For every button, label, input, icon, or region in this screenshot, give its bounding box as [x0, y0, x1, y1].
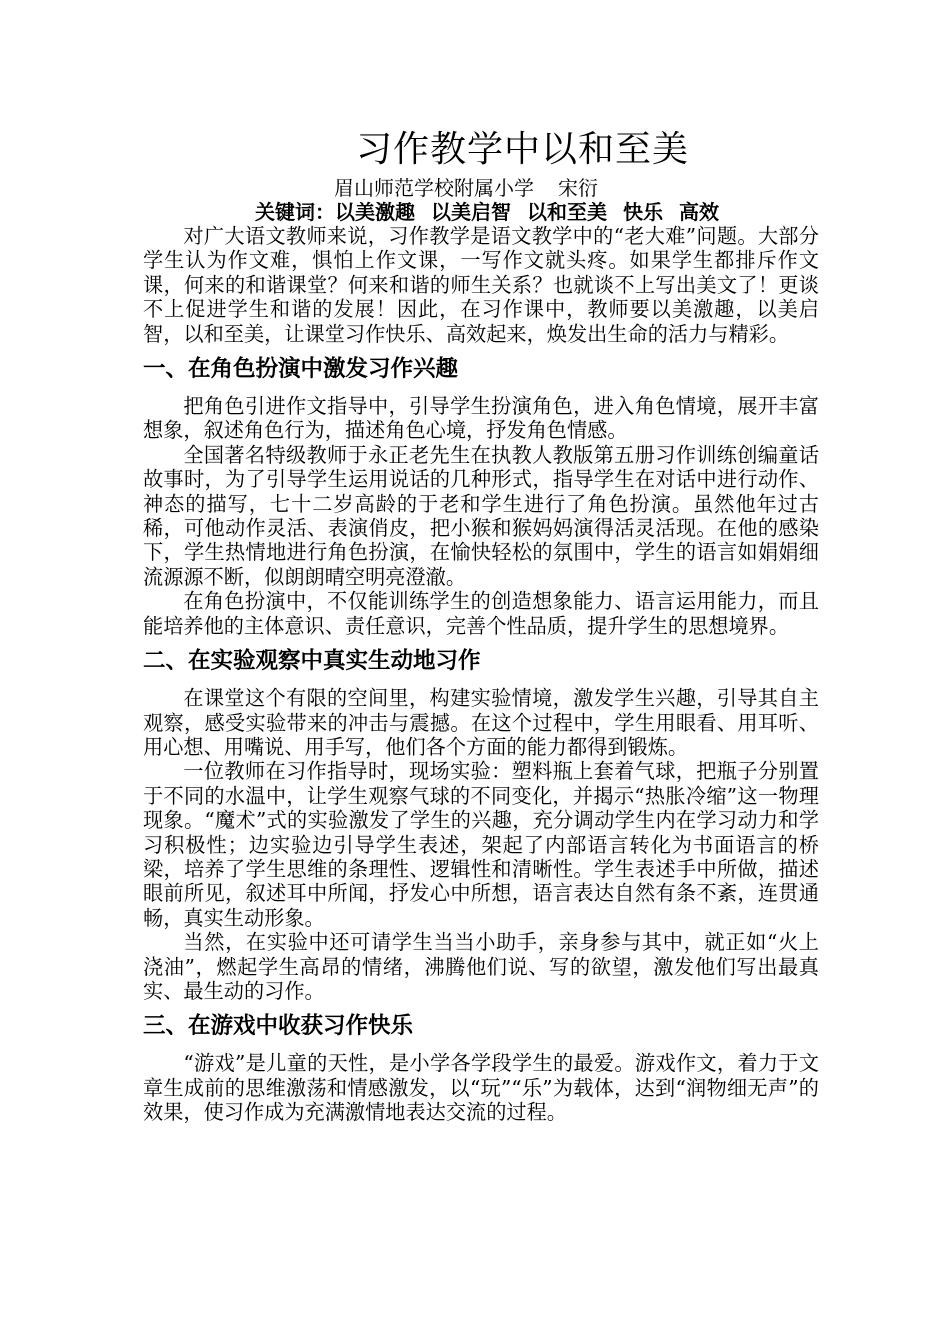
paragraph: “游戏”是儿童的天性，是小学各学段学生的最爱。游戏作文，着力于文章生成前的思维激荡和情感激发，以“玩”“乐”为载体，达到“润物细无声”的效果，使习作成为充满激情地表达交流的过程。	[143, 1051, 819, 1125]
keyword: 快乐	[623, 200, 663, 224]
intro-paragraph: 对广大语文教师来说，习作教学是语文教学中的“老大难”问题。大部分学生认为作文难，惧怕上作文课，一写作文就头疼。如果学生都排斥作文课，何来的和谐课堂？何来和谐的师生关系？也就谈不上写出美文了！更谈不上促进学生和谐的发展！因此，在习作课中，教师要以美激趣，以美启智，以和至美，让课堂习作快乐、高效起来，焕发出生命的活力与精彩。	[143, 224, 819, 346]
paragraph: 当然，在实验中还可请学生当当小助手，亲身参与其中，就正如“火上浇油”，燃起学生高昂的情绪，沸腾他们说、写的欲望，激发他们写出最真实、最生动的习作。	[143, 930, 819, 1003]
keywords-label: 关键词：	[255, 200, 335, 224]
paragraph: 一位教师在习作指导时，现场实验：塑料瓶上套着气球，把瓶子分别置于不同的水温中，让学生观察气球的不同变化，并揭示“热胀冷缩”这一物理现象。“魔术”式的实验激发了学生的兴趣，充分调动学生内在学习动力和学习积极性；边实验边引导学生表述，架起了内部语言转化为书面语言的桥梁，培养了学生思维的条理性、逻辑性和清晰性。学生表述手中所做，描述眼前所见，叙述耳中所闻，抒发心中所想，语言表达自然有条不紊，连贯通畅，真实生动形象。	[143, 759, 819, 930]
author-line	[334, 176, 598, 200]
author-school: 眉山师范学校附属小学	[334, 176, 534, 200]
keyword: 高效	[679, 200, 719, 224]
author-name: 宋衍	[558, 176, 598, 200]
section-heading: 二、在实验观察中真实生动地习作	[143, 648, 481, 675]
section-heading: 一、在角色扮演中激发习作兴趣	[143, 356, 459, 383]
paragraph: 把角色引进作文指导中，引导学生扮演角色，进入角色情境，展开丰富想象，叙述角色行为，描述角色心境，抒发角色情感。	[143, 394, 819, 443]
paragraph: 在课堂这个有限的空间里，构建实验情境，激发学生兴趣，引导其自主观察，感受实验带来的冲击与震撼。在这个过程中，学生用眼看、用耳听、用心想、用嘴说、用手写，他们各个方面的能力都得到锻炼。	[143, 686, 819, 759]
section-heading: 三、在游戏中收获习作快乐	[143, 1013, 414, 1040]
article-body	[143, 224, 819, 1125]
keywords-line	[255, 200, 735, 224]
keyword: 以和至美	[527, 200, 607, 224]
paragraph: 在角色扮演中，不仅能训练学生的创造想象能力、语言运用能力，而且能培养他的主体意识、责任意识，完善个性品质，提升学生的思想境界。	[143, 589, 819, 638]
keyword: 以美激趣	[335, 200, 415, 224]
page-title: 习作教学中以和至美	[356, 129, 690, 170]
paragraph: 全国著名特级教师于永正老先生在执教人教版第五册习作训练创编童话故事时，为了引导学生运用说话的几种形式，指导学生在对话中进行动作、神态的描写，七十二岁高龄的于老和学生进行了角色扮演。虽然他年过古稀，可他动作灵活、表演俏皮，把小猴和猴妈妈演得活灵活现。在他的感染下，学生热情地进行角色扮演，在愉快轻松的氛围中，学生的语言如娟娟细流源源不断，似朗朗晴空明亮澄澈。	[143, 442, 819, 589]
keyword: 以美启智	[431, 200, 511, 224]
